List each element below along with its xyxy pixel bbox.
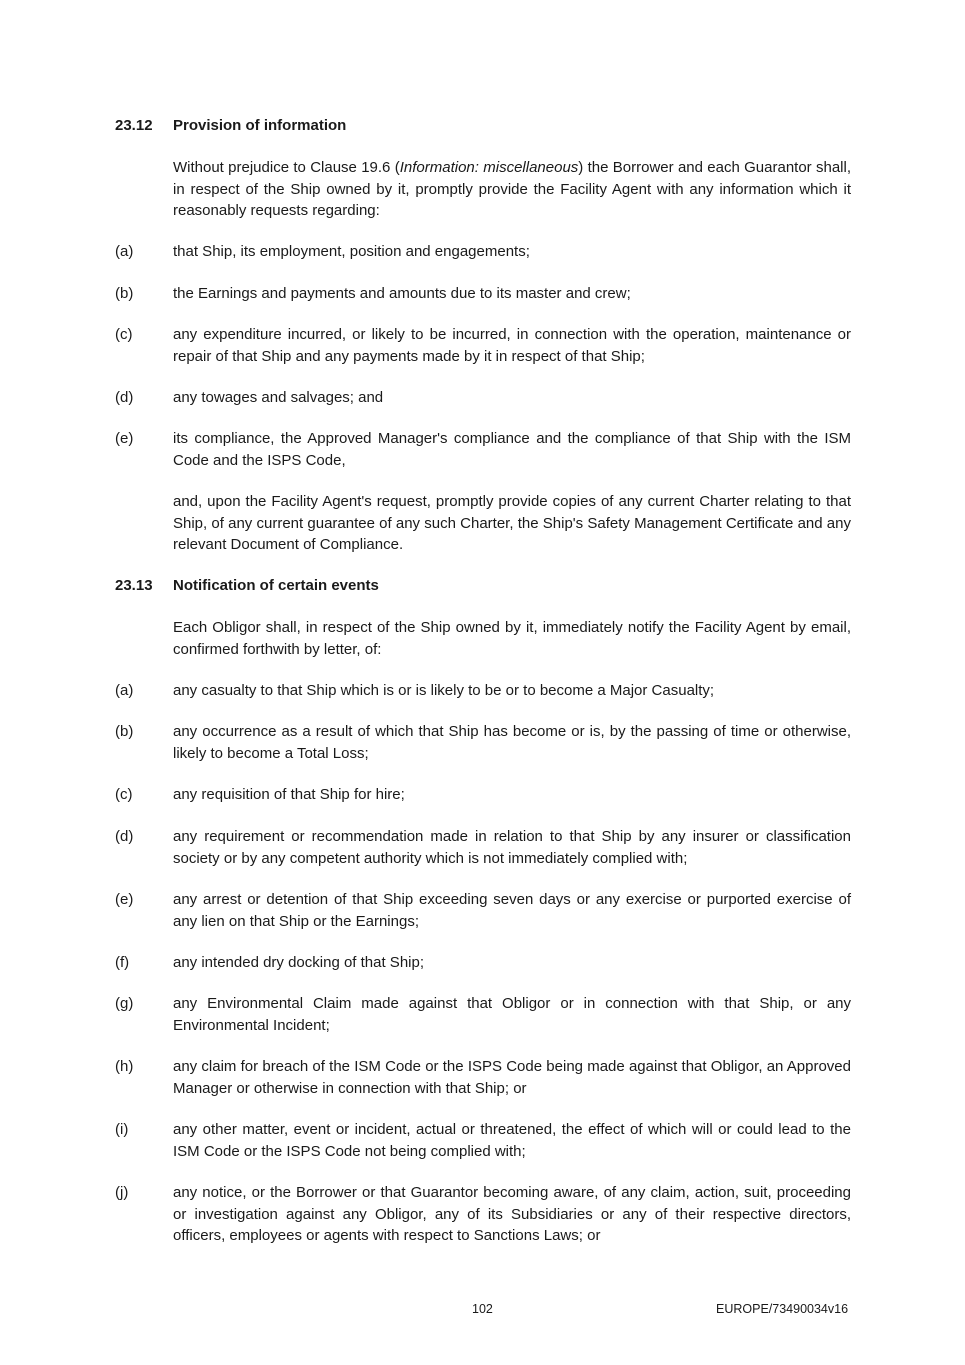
section-heading-23-12	[115, 116, 346, 136]
list-item	[115, 1056, 851, 1099]
section-title: Notification of certain events	[173, 577, 379, 594]
list-item-text: any expenditure incurred, or likely to be incurred, in connection with the operation, maintenance or repair of that Ship and any payments made by it in respect of that Ship;	[173, 326, 851, 365]
section-heading-23-13	[115, 576, 379, 596]
list-item-label: (j)	[115, 1184, 129, 1201]
list-item-label: (d)	[115, 389, 134, 406]
list-item	[115, 387, 851, 409]
closing-paragraph: and, upon the Facility Agent's request, promptly provide copies of any current Charter relating to that Ship, of any current guarantee of any such Charter, the Ship's Safety Management Certificate and any relevant Document of Compliance.	[173, 493, 851, 554]
list-item-text: the Earnings and payments and amounts due to its master and crew;	[173, 285, 631, 302]
section-number: 23.13	[115, 577, 153, 594]
list-item	[115, 324, 851, 367]
list-item-label: (d)	[115, 828, 134, 845]
list-item-text: any notice, or the Borrower or that Guarantor becoming aware, of any claim, action, suit, proceeding or investigation against any Obligor, any of its Subsidiaries or any of their respective directors, officers, employees or agents with respect to Sanctions Laws; or	[173, 1184, 851, 1245]
list-item-label: (a)	[115, 243, 134, 260]
list-item	[115, 283, 851, 305]
list-item-label: (g)	[115, 995, 134, 1012]
list-item	[115, 889, 851, 932]
document-reference: EUROPE/73490034v16	[716, 1302, 849, 1316]
list-item-text: its compliance, the Approved Manager's compliance and the compliance of that Ship with the ISM Code and the ISPS Code,	[173, 430, 851, 469]
list-item-label: (b)	[115, 723, 134, 740]
section-title: Provision of information	[173, 117, 347, 134]
list-item	[115, 1119, 851, 1162]
list-item-text: any casualty to that Ship which is or is likely to be or to become a Major Casualty;	[173, 682, 715, 699]
list-item-text: any arrest or detention of that Ship exceeding seven days or any exercise or purported exercise of any lien on that Ship or the Earnings;	[173, 891, 851, 930]
list-item-text: any Environmental Claim made against that Obligor or in connection with that Ship, or any Environmental Incident;	[173, 995, 851, 1034]
list-item	[115, 993, 851, 1036]
list-item-text: any intended dry docking of that Ship;	[173, 954, 425, 971]
list-item-label: (c)	[115, 786, 133, 803]
list-item	[115, 241, 851, 263]
list-item	[115, 784, 851, 806]
list-item	[115, 1182, 851, 1247]
list-item	[115, 826, 851, 869]
list-item-label: (c)	[115, 326, 133, 343]
list-item	[115, 952, 851, 974]
section-intro-paragraph: Each Obligor shall, in respect of the Ship owned by it, immediately notify the Facility Agent by email, confirmed forthwith by letter, of:	[173, 619, 851, 658]
list-item-text: any other matter, event or incident, actual or threatened, the effect of which will or could lead to the ISM Code or the ISPS Code not being complied with;	[173, 1121, 851, 1160]
list-item-text: any occurrence as a result of which that Ship has become or is, by the passing of time or otherwise, likely to become a Total Loss;	[173, 723, 851, 762]
list-item	[115, 721, 851, 764]
list-item-label: (e)	[115, 430, 134, 447]
list-item-label: (f)	[115, 954, 130, 971]
intro-text-end: ) the Borrower and each Guarantor shall, in respect of the Ship owned by it, promptly provide the Facility Agent with any information which it reasonably requests regarding:	[173, 159, 852, 220]
intro-text-start: Without prejudice to Clause 19.6 (	[173, 159, 400, 176]
list-item-label: (e)	[115, 891, 134, 908]
section-intro-paragraph	[173, 157, 851, 222]
list-item-text: any requirement or recommendation made in relation to that Ship by any insurer or classification society or by any competent authority which is not immediately complied with;	[173, 828, 851, 867]
list-item-label: (b)	[115, 285, 134, 302]
list-item-text: any towages and salvages; and	[173, 389, 384, 406]
list-item-label: (i)	[115, 1121, 129, 1138]
list-item	[115, 428, 851, 471]
list-item-label: (a)	[115, 682, 134, 699]
list-item-label: (h)	[115, 1058, 134, 1075]
section-number: 23.12	[115, 117, 153, 134]
page-number: 102	[472, 1302, 493, 1316]
list-item-text: that Ship, its employment, position and engagements;	[173, 243, 530, 260]
list-item-text: any claim for breach of the ISM Code or the ISPS Code being made against that Obligor, an Approved Manager or otherwise in connection with that Ship; or	[173, 1058, 851, 1097]
list-item	[115, 680, 851, 702]
list-item-text: any requisition of that Ship for hire;	[173, 786, 405, 803]
intro-italic-reference: Information: miscellaneous	[399, 159, 579, 176]
